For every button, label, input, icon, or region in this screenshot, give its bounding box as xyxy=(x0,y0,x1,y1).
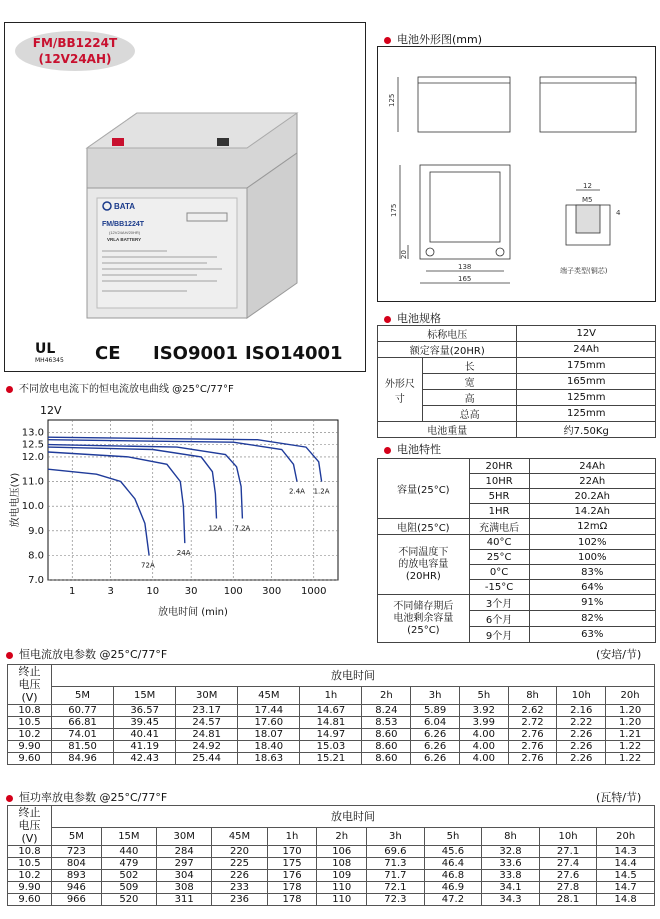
table-cell: 25.44 xyxy=(176,753,238,765)
table-cell: 1.22 xyxy=(606,741,655,753)
dim-label: 宽 xyxy=(422,374,517,390)
dim-value: 125mm xyxy=(517,406,656,422)
table-cell: 6.26 xyxy=(411,729,460,741)
table-cell: 40.41 xyxy=(114,729,176,741)
series-label: 24A xyxy=(176,549,191,558)
column-header: 2h xyxy=(317,828,367,846)
end-voltage: 9.90 xyxy=(8,882,52,894)
resistance-label: 电阻(25°C) xyxy=(378,519,470,535)
table-row xyxy=(8,846,655,858)
table-cell: 42.43 xyxy=(114,753,176,765)
table-row xyxy=(8,705,655,717)
rate: 5HR xyxy=(469,489,529,504)
table-cell: 23.17 xyxy=(176,705,238,717)
temp-label: 不同温度下 的放电容量 (20HR) xyxy=(378,535,470,595)
column-header: 5h xyxy=(459,687,508,705)
x-tick-label: 300 xyxy=(262,586,282,597)
cc-span-title: 放电时间 xyxy=(52,665,655,687)
y-axis-label: 放电电压(V) xyxy=(10,472,21,528)
table-cell: 2.26 xyxy=(557,753,606,765)
table-cell: 1.20 xyxy=(606,705,655,717)
weight-label: 电池重量 xyxy=(378,422,517,438)
table-cell: 178 xyxy=(267,894,317,906)
table-cell: 233 xyxy=(212,882,267,894)
battery-sub: (12V24AH/20HR) xyxy=(109,230,141,235)
discharge-curve-chart xyxy=(4,400,344,625)
spec-label: 额定容量(20HR) xyxy=(378,342,517,358)
table-cell: 4.00 xyxy=(459,729,508,741)
table-cell: 14.67 xyxy=(300,705,362,717)
table-cell: 41.19 xyxy=(114,741,176,753)
table-cell: 6.26 xyxy=(411,753,460,765)
table-cell: 109 xyxy=(317,870,367,882)
series-label: 7.2A xyxy=(234,524,251,533)
table-cell: 28.1 xyxy=(539,894,597,906)
spec-table xyxy=(377,325,656,438)
table-cell: 81.50 xyxy=(52,741,114,753)
column-header: 10h xyxy=(557,687,606,705)
storage-value: 91% xyxy=(529,595,656,611)
temp: -15°C xyxy=(469,580,529,595)
column-header: 15M xyxy=(114,687,176,705)
column-header: 8h xyxy=(508,687,557,705)
table-cell: 308 xyxy=(157,882,212,894)
table-cell: 236 xyxy=(212,894,267,906)
table-row xyxy=(8,741,655,753)
top-view xyxy=(420,165,510,259)
table-cell: 14.8 xyxy=(597,894,655,906)
ce-mark: CE xyxy=(95,343,121,364)
table-cell: 8.24 xyxy=(362,705,411,717)
column-header: 15M xyxy=(101,828,156,846)
terminal-type-label: 端子类型(铜芯) xyxy=(560,267,608,275)
table-cell: 2.22 xyxy=(557,717,606,729)
y-tick-label: 7.0 xyxy=(28,575,44,586)
temp-value: 102% xyxy=(529,535,656,550)
table-cell: 284 xyxy=(157,846,212,858)
table-cell: 27.6 xyxy=(539,870,597,882)
table-cell: 84.96 xyxy=(52,753,114,765)
bullet-icon xyxy=(6,386,13,393)
end-voltage: 9.90 xyxy=(8,741,52,753)
table-cell: 14.81 xyxy=(300,717,362,729)
column-header: 5M xyxy=(52,828,102,846)
table-cell: 27.4 xyxy=(539,858,597,870)
y-tick-label: 11.0 xyxy=(21,476,44,488)
y-tick-label: 12.5 xyxy=(21,439,44,451)
rate: 20HR xyxy=(469,459,529,474)
table-cell: 33.8 xyxy=(482,870,540,882)
cp-span-title: 放电时间 xyxy=(52,806,655,828)
x-tick-label: 10 xyxy=(146,586,160,597)
storage-period: 9个月 xyxy=(469,627,529,643)
model-badge xyxy=(15,31,135,71)
x-tick-label: 1 xyxy=(69,586,76,597)
table-row xyxy=(8,858,655,870)
temp-value: 64% xyxy=(529,580,656,595)
series-label: 2.4A xyxy=(289,487,305,496)
table-cell: 24.92 xyxy=(176,741,238,753)
bullet-icon xyxy=(6,795,13,802)
cp-body xyxy=(8,846,655,906)
table-cell: 2.62 xyxy=(508,705,557,717)
column-header: 3h xyxy=(367,828,425,846)
table-cell: 8.60 xyxy=(362,741,411,753)
temp-value: 83% xyxy=(529,565,656,580)
table-cell: 46.9 xyxy=(424,882,482,894)
cp-table xyxy=(7,805,655,906)
table-cell: 14.3 xyxy=(597,846,655,858)
table-cell: 2.26 xyxy=(557,729,606,741)
table-cell: 17.60 xyxy=(238,717,300,729)
model-name: FM/BB1224T xyxy=(32,36,118,50)
table-cell: 178 xyxy=(267,882,317,894)
column-header: 5h xyxy=(424,828,482,846)
y-ticks xyxy=(22,427,44,586)
table-cell: 966 xyxy=(52,894,102,906)
column-header: 20h xyxy=(597,828,655,846)
table-cell: 3.92 xyxy=(459,705,508,717)
table-cell: 110 xyxy=(317,882,367,894)
end-voltage: 10.8 xyxy=(8,705,52,717)
table-cell: 2.72 xyxy=(508,717,557,729)
cp-columns xyxy=(8,828,655,846)
bullet-icon xyxy=(384,316,391,323)
storage-value: 82% xyxy=(529,611,656,627)
table-cell: 2.76 xyxy=(508,753,557,765)
table-cell: 36.57 xyxy=(114,705,176,717)
end-voltage: 10.5 xyxy=(8,858,52,870)
end-voltage: 10.8 xyxy=(8,846,52,858)
dim-165: 165 xyxy=(458,275,472,283)
column-header: 2h xyxy=(362,687,411,705)
column-header: 10h xyxy=(539,828,597,846)
weight-value: 约7.50Kg xyxy=(517,422,656,438)
x-tick-label: 3 xyxy=(107,586,114,597)
storage-period: 3个月 xyxy=(469,595,529,611)
dim-value: 165mm xyxy=(517,374,656,390)
table-cell: 108 xyxy=(317,858,367,870)
y-tick-label: 13.0 xyxy=(21,427,44,439)
dim-label: 总高 xyxy=(422,406,517,422)
table-cell: 1.20 xyxy=(606,717,655,729)
table-cell: 226 xyxy=(212,870,267,882)
table-row xyxy=(8,717,655,729)
cc-table xyxy=(7,664,655,765)
dim-value: 175mm xyxy=(517,358,656,374)
table-cell: 479 xyxy=(101,858,156,870)
dims-label: 外形尺寸 xyxy=(378,358,423,422)
table-cell: 18.63 xyxy=(238,753,300,765)
table-cell: 723 xyxy=(52,846,102,858)
front-view xyxy=(418,77,510,132)
table-cell: 509 xyxy=(101,882,156,894)
dim-12: 12 xyxy=(583,182,592,190)
storage-label: 不同储存期后 电池剩余容量 (25°C) xyxy=(378,595,470,643)
table-cell: 8.60 xyxy=(362,729,411,741)
cc-head: 终止 电压 (V) xyxy=(8,665,52,705)
table-cell: 47.2 xyxy=(424,894,482,906)
cc-unit: (安培/节) xyxy=(596,648,642,661)
column-header: 45M xyxy=(212,828,267,846)
table-cell: 24.81 xyxy=(176,729,238,741)
resistance-value: 12mΩ xyxy=(529,519,656,535)
table-cell: 804 xyxy=(52,858,102,870)
capacity-value: 22Ah xyxy=(529,474,656,489)
column-header: 8h xyxy=(482,828,540,846)
table-cell: 4.00 xyxy=(459,753,508,765)
end-voltage: 10.2 xyxy=(8,870,52,882)
dim-125: 125 xyxy=(388,93,396,107)
table-row xyxy=(8,729,655,741)
storage-value: 63% xyxy=(529,627,656,643)
column-header: 1h xyxy=(300,687,362,705)
dim-label: 长 xyxy=(422,358,517,374)
curve-title: 不同放电电流下的恒电流放电曲线 @25°C/77°F xyxy=(6,380,234,395)
x-tick-label: 30 xyxy=(184,586,198,597)
table-cell: 39.45 xyxy=(114,717,176,729)
table-cell: 170 xyxy=(267,846,317,858)
y-tick-label: 12.0 xyxy=(21,451,44,463)
dim-138: 138 xyxy=(458,263,472,271)
spec-label: 标称电压 xyxy=(378,326,517,342)
curve-top-label: 12V xyxy=(40,404,62,417)
table-cell: 110 xyxy=(317,894,367,906)
column-header: 3h xyxy=(411,687,460,705)
iso9001-mark: ISO9001 xyxy=(153,343,239,364)
table-cell: 18.40 xyxy=(238,741,300,753)
table-cell: 74.01 xyxy=(52,729,114,741)
end-voltage: 9.60 xyxy=(8,753,52,765)
dim-title: 电池外形图(mm) xyxy=(384,31,482,47)
table-cell: 14.97 xyxy=(300,729,362,741)
dim-4: 4 xyxy=(616,209,621,217)
product-panel xyxy=(4,22,366,372)
table-cell: 2.26 xyxy=(557,741,606,753)
table-cell: 106 xyxy=(317,846,367,858)
temp: 40°C xyxy=(469,535,529,550)
table-cell: 46.4 xyxy=(424,858,482,870)
y-tick-label: 10.0 xyxy=(21,501,44,513)
table-cell: 8.53 xyxy=(362,717,411,729)
y-tick-label: 8.0 xyxy=(28,550,44,562)
table-cell: 34.1 xyxy=(482,882,540,894)
plot-area xyxy=(48,420,338,580)
capacity-value: 20.2Ah xyxy=(529,489,656,504)
table-cell: 14.7 xyxy=(597,882,655,894)
cp-title: 恒功率放电参数 @25°C/77°F xyxy=(6,789,167,805)
rate: 10HR xyxy=(469,474,529,489)
table-cell: 66.81 xyxy=(52,717,114,729)
table-cell: 946 xyxy=(52,882,102,894)
table-cell: 176 xyxy=(267,870,317,882)
table-cell: 18.07 xyxy=(238,729,300,741)
bullet-icon xyxy=(384,37,391,44)
column-header: 30M xyxy=(176,687,238,705)
iso14001-mark: ISO14001 xyxy=(245,343,343,364)
cp-head: 终止 电压 (V) xyxy=(8,806,52,846)
model-rating: (12V24AH) xyxy=(38,52,112,66)
table-cell: 6.26 xyxy=(411,741,460,753)
ul-icon: UL xyxy=(35,341,56,357)
table-cell: 34.3 xyxy=(482,894,540,906)
bullet-icon xyxy=(384,447,391,454)
table-cell: 1.21 xyxy=(606,729,655,741)
table-row xyxy=(8,882,655,894)
table-cell: 14.5 xyxy=(597,870,655,882)
end-voltage: 9.60 xyxy=(8,894,52,906)
cp-unit: (瓦特/节) xyxy=(596,791,642,804)
table-cell: 311 xyxy=(157,894,212,906)
table-cell: 225 xyxy=(212,858,267,870)
x-ticks xyxy=(69,586,326,597)
dim-label: 高 xyxy=(422,390,517,406)
table-cell: 15.03 xyxy=(300,741,362,753)
spec-title: 电池规格 xyxy=(384,310,441,326)
series-label: 72A xyxy=(141,561,155,570)
table-cell: 24.57 xyxy=(176,717,238,729)
table-cell: 32.8 xyxy=(482,846,540,858)
dimension-drawing xyxy=(377,46,656,302)
table-cell: 1.22 xyxy=(606,753,655,765)
table-cell: 5.89 xyxy=(411,705,460,717)
dim-175: 175 xyxy=(390,203,398,217)
table-cell: 72.1 xyxy=(367,882,425,894)
table-cell: 69.6 xyxy=(367,846,425,858)
table-cell: 71.7 xyxy=(367,870,425,882)
table-cell: 2.76 xyxy=(508,729,557,741)
ul-code: MH46345 xyxy=(35,357,64,364)
table-cell: 46.8 xyxy=(424,870,482,882)
table-cell: 175 xyxy=(267,858,317,870)
column-header: 1h xyxy=(267,828,317,846)
capacity-value: 14.2Ah xyxy=(529,504,656,519)
cert-row xyxy=(35,341,365,369)
rate: 1HR xyxy=(469,504,529,519)
table-cell: 520 xyxy=(101,894,156,906)
table-cell: 440 xyxy=(101,846,156,858)
battery-image xyxy=(67,93,307,328)
bullet-icon xyxy=(6,652,13,659)
series-label: 12A xyxy=(208,524,223,533)
table-cell: 304 xyxy=(157,870,212,882)
dim-m5: M5 xyxy=(582,196,593,204)
table-row xyxy=(8,870,655,882)
table-row xyxy=(8,894,655,906)
spec-value: 12V xyxy=(517,326,656,342)
table-cell: 14.4 xyxy=(597,858,655,870)
x-tick-label: 1000 xyxy=(301,586,327,597)
table-cell: 45.6 xyxy=(424,846,482,858)
table-row xyxy=(8,753,655,765)
cc-columns xyxy=(8,687,655,705)
table-cell: 3.99 xyxy=(459,717,508,729)
table-cell: 17.44 xyxy=(238,705,300,717)
table-cell: 71.3 xyxy=(367,858,425,870)
char-title: 电池特性 xyxy=(384,441,441,457)
x-tick-label: 100 xyxy=(223,586,243,597)
table-cell: 297 xyxy=(157,858,212,870)
table-cell: 2.76 xyxy=(508,741,557,753)
table-cell: 220 xyxy=(212,846,267,858)
column-header: 45M xyxy=(238,687,300,705)
terminal-positive xyxy=(112,138,124,146)
x-axis-label: 放电时间 (min) xyxy=(158,607,228,618)
capacity-value: 24Ah xyxy=(529,459,656,474)
side-view xyxy=(540,77,636,132)
table-cell: 6.04 xyxy=(411,717,460,729)
capacity-label: 容量(25°C) xyxy=(378,459,470,519)
series-label: 1.2A xyxy=(313,487,330,496)
table-cell: 27.1 xyxy=(539,846,597,858)
column-header: 30M xyxy=(157,828,212,846)
y-tick-label: 9.0 xyxy=(28,525,44,537)
table-cell: 502 xyxy=(101,870,156,882)
temp: 0°C xyxy=(469,565,529,580)
table-cell: 72.3 xyxy=(367,894,425,906)
storage-period: 6个月 xyxy=(469,611,529,627)
cc-title: 恒电流放电参数 @25°C/77°F xyxy=(6,646,167,662)
spec-value: 24Ah xyxy=(517,342,656,358)
end-voltage: 10.5 xyxy=(8,717,52,729)
battery-model: FM/BB1224T xyxy=(102,221,145,228)
table-cell: 60.77 xyxy=(52,705,114,717)
table-cell: 2.16 xyxy=(557,705,606,717)
resistance-cond: 充满电后 xyxy=(469,519,529,535)
battery-type: VRLA BATTERY xyxy=(107,237,142,242)
end-voltage: 10.2 xyxy=(8,729,52,741)
terminal-negative xyxy=(217,138,229,146)
table-cell: 4.00 xyxy=(459,741,508,753)
dim-value: 125mm xyxy=(517,390,656,406)
table-cell: 15.21 xyxy=(300,753,362,765)
table-cell: 33.6 xyxy=(482,858,540,870)
temp: 25°C xyxy=(469,550,529,565)
battery-brand: BATA xyxy=(114,202,136,211)
dim-20: 20 xyxy=(400,250,408,259)
table-cell: 27.8 xyxy=(539,882,597,894)
temp-value: 100% xyxy=(529,550,656,565)
table-cell: 893 xyxy=(52,870,102,882)
table-cell: 8.60 xyxy=(362,753,411,765)
characteristics-table xyxy=(377,458,656,643)
column-header: 20h xyxy=(606,687,655,705)
cc-body xyxy=(8,705,655,765)
column-header: 5M xyxy=(52,687,114,705)
